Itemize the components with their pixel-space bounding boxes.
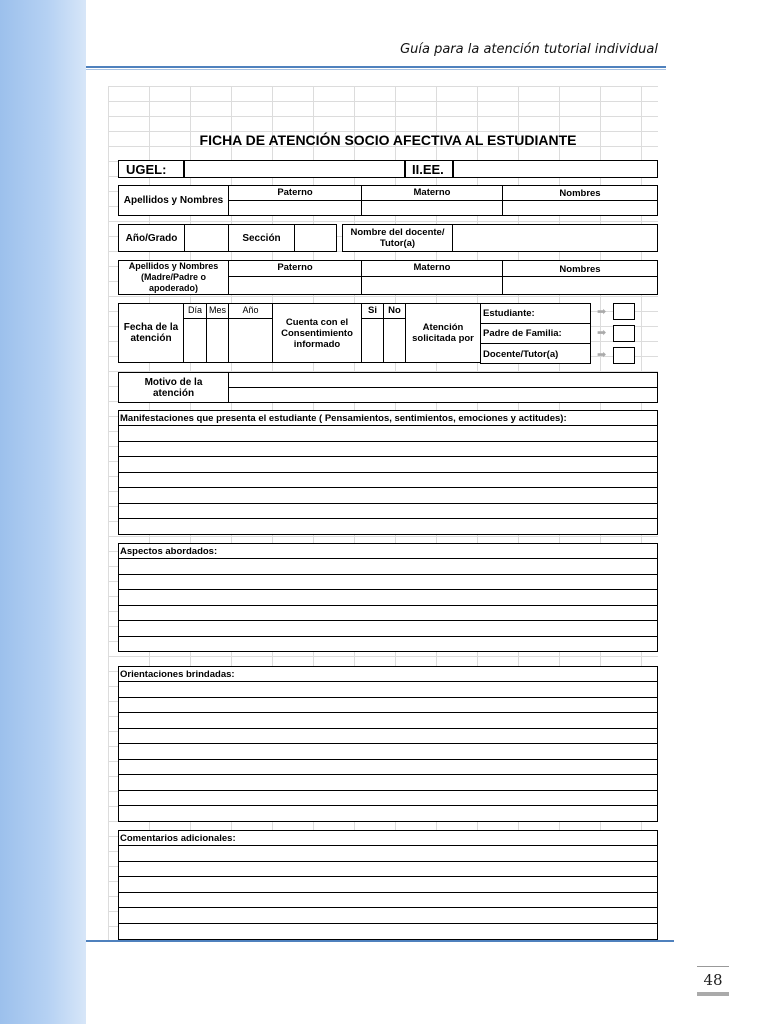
yes-label: Si: [368, 305, 377, 316]
ruled-line: [118, 441, 658, 442]
guidance-field[interactable]: [118, 681, 658, 822]
iiee-label: II.EE.: [412, 161, 444, 177]
guidance-label: Orientaciones brindadas:: [120, 668, 235, 680]
month-field[interactable]: [206, 318, 229, 363]
student-materno-field[interactable]: [361, 200, 503, 216]
page-number: 48: [697, 966, 729, 994]
ruled-line: [118, 892, 658, 893]
ruled-line: [118, 861, 658, 862]
student-materno-label: Materno: [413, 186, 451, 198]
reason-field-line-1[interactable]: [228, 372, 658, 388]
requested-by-label: Atención solicitada por: [412, 322, 474, 344]
ruled-line: [118, 876, 658, 877]
day-label: Día: [187, 305, 202, 315]
ruled-line: [118, 636, 658, 637]
consent-no-field[interactable]: [383, 318, 406, 363]
ugel-field[interactable]: [184, 160, 405, 178]
form-title: FICHA DE ATENCIÓN SOCIO AFECTIVA AL ESTUDIANTE: [199, 132, 577, 148]
footer-rule: [86, 940, 674, 942]
parent-names-label: Apellidos y Nombres (Madre/Padre o apoderado): [128, 261, 219, 293]
ruled-line: [118, 574, 658, 575]
ruled-line: [118, 605, 658, 606]
ruled-line: [118, 743, 658, 744]
grade-label: Año/Grado: [125, 232, 178, 244]
parent-nombres-label: Nombres: [559, 263, 601, 275]
section-label: Sección: [242, 232, 281, 244]
consent-yes-field[interactable]: [361, 318, 384, 363]
arrow-right-icon: ➡: [597, 327, 607, 339]
iiee-field[interactable]: [453, 160, 658, 178]
reason-label: Motivo de la atención: [144, 376, 203, 399]
year-label: Año: [242, 305, 259, 315]
requested-parent-checkbox[interactable]: [613, 325, 635, 342]
ugel-label: UGEL:: [126, 161, 167, 177]
parent-nombres-field[interactable]: [502, 276, 658, 295]
requested-parent-label: Padre de Familia:: [483, 328, 562, 339]
ruled-line: [118, 487, 658, 488]
month-label: Mes: [208, 305, 226, 315]
teacher-label: Nombre del docente/ Tutor(a): [350, 227, 445, 249]
no-label: No: [388, 305, 401, 316]
comments-label: Comentarios adicionales:: [120, 832, 236, 844]
ruled-line: [118, 456, 658, 457]
ruled-line: [118, 759, 658, 760]
requested-teacher-label: Docente/Tutor(a): [483, 349, 559, 360]
date-label: Fecha de la atención: [123, 322, 179, 344]
ruled-line: [118, 923, 658, 924]
section-field[interactable]: [294, 224, 337, 252]
page-number-bar: [697, 992, 729, 996]
ruled-line: [118, 697, 658, 698]
requested-student-label: Estudiante:: [483, 308, 535, 319]
parent-paterno-field[interactable]: [228, 276, 362, 295]
parent-materno-field[interactable]: [361, 276, 503, 295]
ruled-line: [118, 728, 658, 729]
ruled-line: [118, 620, 658, 621]
arrow-right-icon: ➡: [597, 306, 607, 318]
teacher-field[interactable]: [452, 224, 658, 252]
ruled-line: [118, 503, 658, 504]
ruled-line: [118, 472, 658, 473]
student-paterno-field[interactable]: [228, 200, 362, 216]
requested-student-checkbox[interactable]: [613, 303, 635, 320]
student-paterno-label: Paterno: [277, 186, 313, 198]
ruled-line: [118, 518, 658, 519]
student-names-label: Apellidos y Nombres: [123, 195, 224, 206]
ruled-line: [118, 774, 658, 775]
aspects-label: Aspectos abordados:: [120, 545, 218, 557]
student-nombres-field[interactable]: [502, 200, 658, 216]
ruled-line: [118, 805, 658, 806]
requested-teacher-checkbox[interactable]: [613, 347, 635, 364]
arrow-right-icon: ➡: [597, 349, 607, 361]
header-rule-shadow: [86, 69, 666, 70]
reason-field-line-2[interactable]: [228, 387, 658, 403]
parent-materno-label: Materno: [413, 261, 451, 273]
year-field[interactable]: [228, 318, 273, 363]
consent-label: Cuenta con el Consentimiento informado: [281, 316, 353, 350]
ruled-line: [118, 589, 658, 590]
header-rule: [86, 66, 666, 68]
ruled-line: [118, 907, 658, 908]
ruled-line: [118, 712, 658, 713]
page-side-band: [0, 0, 86, 1024]
running-header: Guía para la atención tutorial individual: [400, 42, 658, 57]
manifestations-label: Manifestaciones que presenta el estudiante ( Pensamientos, sentimientos, emociones y actitudes):: [120, 412, 567, 424]
ruled-line: [118, 790, 658, 791]
grade-field[interactable]: [184, 224, 229, 252]
student-nombres-label: Nombres: [559, 187, 601, 199]
day-field[interactable]: [183, 318, 207, 363]
parent-paterno-label: Paterno: [277, 261, 313, 273]
